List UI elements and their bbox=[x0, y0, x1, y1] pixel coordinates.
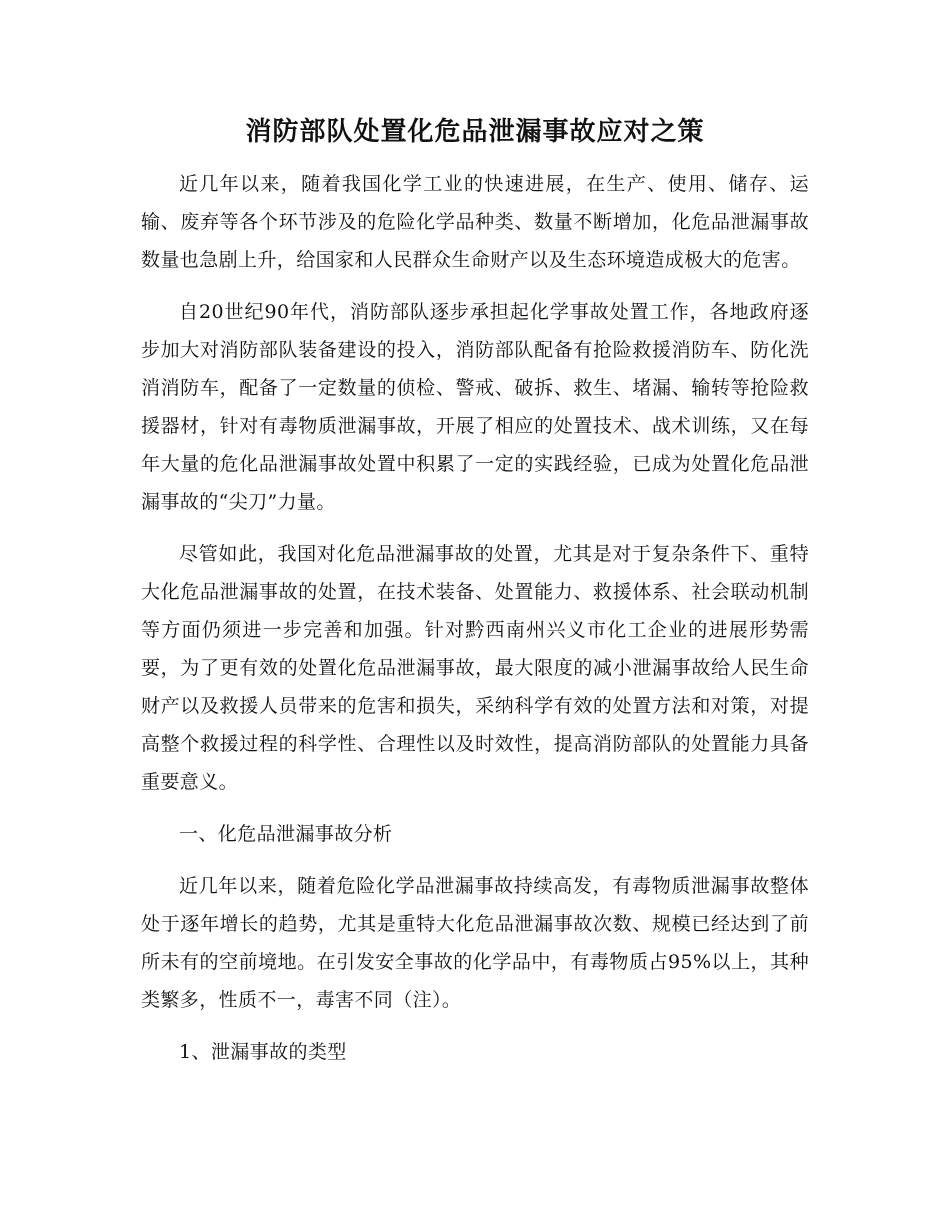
document-body bbox=[141, 165, 809, 1085]
paragraph-history: 自20世纪90年代，消防部队逐步承担起化学事故处置工作，各地政府逐步加大对消防部队装备建设的投入，消防部队配备有抢险救援消防车、防化洗消消防车，配备了一定数量的侦检、警戒、破拆、救生、堵漏、输转等抢险救援器材，针对有毒物质泄漏事故，开展了相应的处置技术、战术训练，又在每年大量的危化品泄漏事故处置中积累了一定的实践经验，已成为处置化危品泄漏事故的“尖刀”力量。 bbox=[141, 301, 809, 513]
document-title: 消防部队处置化危品泄漏事故应对之策 bbox=[245, 117, 705, 147]
section-heading: 一、化危品泄漏事故分析 bbox=[179, 823, 393, 845]
subsection-heading: 1、泄漏事故的类型 bbox=[179, 1041, 347, 1063]
paragraph-intro: 近几年以来，随着我国化学工业的快速进展，在生产、使用、储存、运输、废弃等各个环节涉及的危险化学品种类、数量不断增加，化危品泄漏事故数量也急剧上升，给国家和人民群众生命财产以及生态环境造成极大的危害。 bbox=[141, 173, 809, 271]
paragraph-significance: 尽管如此，我国对化危品泄漏事故的处置，尤其是对于复杂条件下、重特大化危品泄漏事故的处置，在技术装备、处置能力、救援体系、社会联动机制等方面仍须进一步完善和加强。针对黔西南州兴义市化工企业的进展形势需要，为了更有效的处置化危品泄漏事故，最大限度的减小泄漏事故给人民生命财产以及救援人员带来的危害和损失，采纳科学有效的处置方法和对策，对提高整个救援过程的科学性、合理性以及时效性，提高消防部队的处置能力具备重要意义。 bbox=[141, 543, 809, 793]
paragraph-analysis: 近几年以来，随着危险化学品泄漏事故持续高发，有毒物质泄漏事故整体处于逐年增长的趋势，尤其是重特大化危品泄漏事故次数、规模已经达到了前所未有的空前境地。在引发安全事故的化学品中，有毒物质占95%以上，其种类繁多，性质不一，毒害不同（注）。 bbox=[141, 875, 809, 1011]
